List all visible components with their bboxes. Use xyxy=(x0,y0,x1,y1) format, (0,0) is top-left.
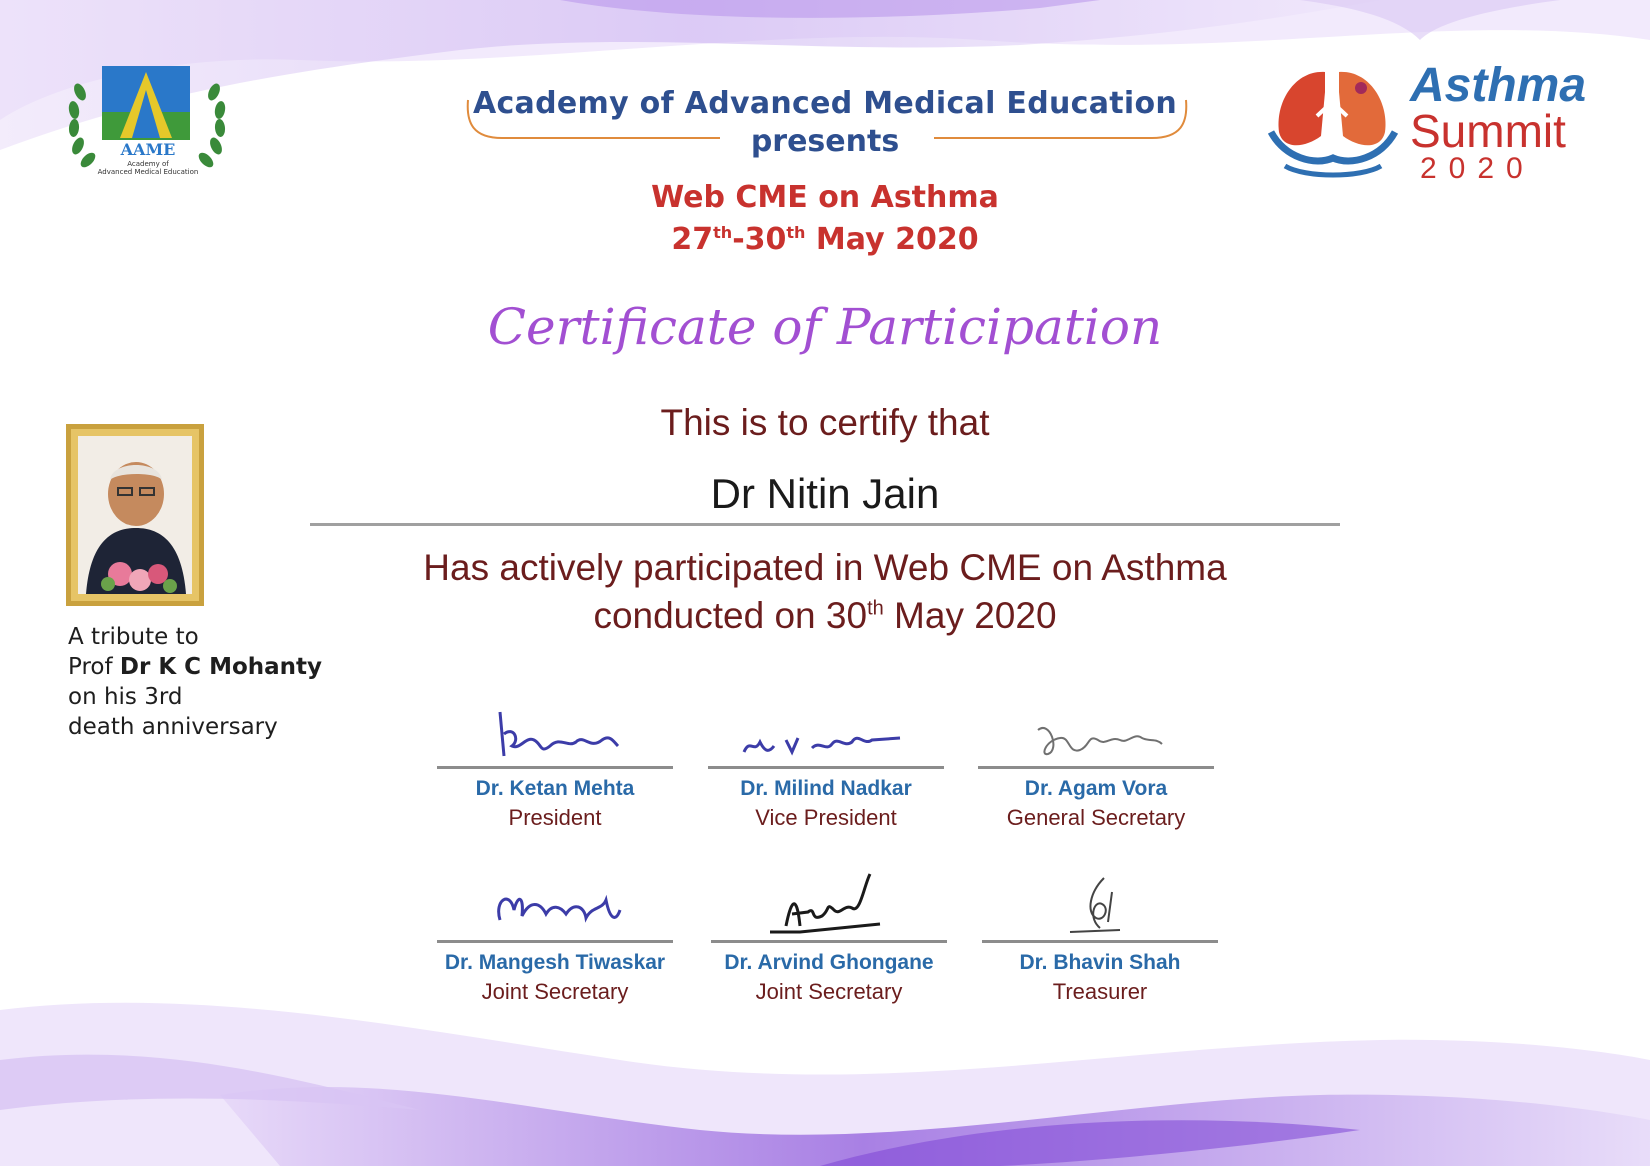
presents-text: presents xyxy=(750,124,900,159)
signature-line xyxy=(711,940,947,943)
signatory-role: General Secretary xyxy=(1006,805,1186,830)
tribute-text xyxy=(68,622,322,742)
aame-subtext xyxy=(70,160,226,176)
lungs-hands-icon xyxy=(1265,62,1405,182)
aame-subtext-line2: Advanced Medical Education xyxy=(97,168,199,176)
signatory-name: Dr. Bhavin Shah xyxy=(1019,951,1181,974)
recipient-underline xyxy=(310,523,1340,526)
conducted-date-text xyxy=(300,595,1350,637)
signatory-1 xyxy=(437,766,673,831)
signature-milind-nadkar xyxy=(740,718,910,766)
signature-bhavin-shah xyxy=(1060,872,1140,940)
signatory-role: President xyxy=(508,805,602,830)
signatory-name: Dr. Agam Vora xyxy=(1024,777,1168,800)
aame-acronym: AAME xyxy=(120,140,176,159)
tribute-portrait xyxy=(66,424,204,606)
tribute-prefix: Prof xyxy=(68,654,120,680)
dates-start: 27 xyxy=(671,222,714,257)
signatory-role: Vice President xyxy=(755,805,897,830)
signatory-role: Joint Secretary xyxy=(755,979,903,1004)
signature-agam-vora xyxy=(1030,710,1170,770)
dates-end-suffix: th xyxy=(786,223,806,242)
signature-mangesh-tiwaskar xyxy=(490,880,630,940)
signatory-name: Dr. Arvind Ghongane xyxy=(724,951,934,974)
signatory-name: Dr. Ketan Mehta xyxy=(475,777,635,800)
signatory-5 xyxy=(711,940,947,1005)
conducted-month: May 2020 xyxy=(883,595,1057,636)
conducted-suffix: th xyxy=(867,597,884,620)
signatory-2 xyxy=(708,766,944,831)
conducted-prefix: conducted on 30 xyxy=(593,595,868,636)
event-name: Web CME on Asthma xyxy=(651,180,999,215)
certify-text: This is to certify that xyxy=(660,402,990,443)
summit-logo-word: Summit xyxy=(1410,105,1566,157)
signatory-4 xyxy=(437,940,673,1005)
signature-ketan-mehta xyxy=(490,706,630,766)
signatory-role: Joint Secretary xyxy=(481,979,629,1004)
signature-line xyxy=(978,766,1214,769)
dates-month: May 2020 xyxy=(805,222,979,257)
signature-line xyxy=(982,940,1218,943)
signatory-name: Dr. Mangesh Tiwaskar xyxy=(444,951,666,974)
tribute-line3: on his 3rd xyxy=(68,684,183,710)
recipient-name: Dr Nitin Jain xyxy=(710,470,940,517)
tribute-honoree: Dr K C Mohanty xyxy=(119,654,323,680)
signatory-6 xyxy=(982,940,1218,1005)
signatory-name: Dr. Milind Nadkar xyxy=(740,777,912,800)
certificate-title: Certificate of Participation xyxy=(487,298,1163,356)
summit-year: 2020 xyxy=(1420,152,1535,185)
signature-line xyxy=(708,766,944,769)
tribute-line4: death anniversary xyxy=(68,714,278,740)
asthma-logo-word: Asthma xyxy=(1410,59,1587,112)
dates-start-suffix: th xyxy=(713,223,733,242)
dates-end: -30 xyxy=(732,222,787,257)
signature-arvind-ghongane xyxy=(760,866,900,940)
signature-line xyxy=(437,940,673,943)
tribute-line1: A tribute to xyxy=(68,624,199,650)
participation-text: Has actively participated in Web CME on Asthma xyxy=(423,547,1227,588)
aame-subtext-line1: Academy of xyxy=(127,160,169,168)
event-dates xyxy=(420,222,1230,257)
signatory-3 xyxy=(978,766,1214,831)
organization-name: Academy of Advanced Medical Education xyxy=(472,86,1178,121)
tribute-line2 xyxy=(68,652,322,682)
signatory-role: Treasurer xyxy=(1052,979,1148,1004)
signature-line xyxy=(437,766,673,769)
